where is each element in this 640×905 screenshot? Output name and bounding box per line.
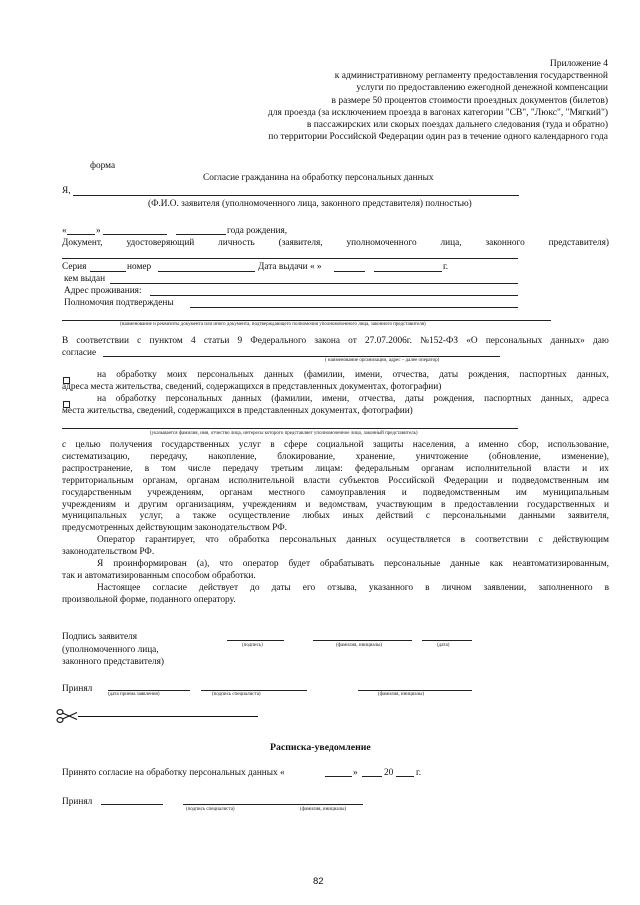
signature-label-line: Подпись заявителя bbox=[62, 632, 138, 642]
receipt-accepted-field[interactable] bbox=[101, 804, 163, 805]
birth-quote-open: « bbox=[62, 226, 67, 236]
option2-word: данных bbox=[231, 394, 262, 404]
receipt-title: Расписка-уведомление bbox=[270, 742, 371, 753]
powers-field[interactable] bbox=[190, 307, 518, 308]
accordance-word: даю bbox=[593, 336, 609, 346]
sign-date-caption: (дата) bbox=[437, 643, 450, 648]
document-word: Документ, bbox=[62, 238, 103, 248]
option1-word: данных, bbox=[576, 370, 609, 380]
option1-word: обработку bbox=[116, 370, 157, 380]
option1-word: имени, bbox=[355, 370, 383, 380]
header-line: услуги по предоставлению ежегодной денежной компенсации bbox=[356, 83, 608, 94]
header-line: к административному регламенту предоставления государственной bbox=[334, 71, 608, 82]
issued-label: кем выдан bbox=[64, 274, 106, 284]
accordance-word: 27.07.2006г. bbox=[364, 336, 412, 346]
option2-word: данных, bbox=[541, 394, 574, 404]
guarantee-line: Оператор гарантирует, что обработка персональных данных осуществляется в соответствии с действующим bbox=[97, 535, 609, 546]
option2-word: на bbox=[97, 394, 107, 404]
powers-field-2[interactable] bbox=[62, 320, 551, 321]
receipt-g: г. bbox=[416, 768, 422, 778]
receipt-sign-field[interactable] bbox=[183, 804, 363, 805]
accepted-surname-field[interactable] bbox=[358, 690, 472, 691]
issue-month-field[interactable] bbox=[374, 271, 442, 272]
purpose-line: государственным учреждениям, органам местного самоуправления и подведомственным им муниципальным bbox=[62, 487, 609, 498]
address-field[interactable] bbox=[150, 295, 518, 296]
validity-line: произвольной форме, поданного оператору. bbox=[62, 594, 236, 605]
validity-line: Настоящее согласие действует до даты его отзыва, указанного в личном заявлении, заполненного в bbox=[97, 582, 609, 593]
option1-line2: адреса места жительства, сведений, содержащихся в представленных документах, фотографии) bbox=[62, 382, 442, 392]
accordance-word: «О bbox=[466, 336, 478, 346]
represented-caption: (указывается фамилия, имя, отчество лица, интересы которого представляет уполномоченное лицо, законный представитель) bbox=[150, 431, 418, 436]
accordance-word: Федерального bbox=[250, 336, 307, 346]
receipt-day-field[interactable] bbox=[325, 776, 352, 777]
surname-field[interactable] bbox=[313, 640, 412, 641]
option2-line2: места жительства, сведений, содержащихся в представленных документах, фотографии) bbox=[62, 406, 413, 416]
consent-label: согласие bbox=[62, 348, 97, 358]
document-word: удостоверяющий bbox=[126, 238, 195, 248]
document-word: представителя) bbox=[548, 238, 609, 248]
accordance-word: 4 bbox=[190, 336, 196, 346]
accordance-word: соответствии bbox=[76, 336, 129, 346]
document-word: лица, bbox=[440, 238, 462, 248]
powers-caption: (наименование и реквизиты документа или иного документа, подтверждающего полномочия уполномоченного лица, законного представителя) bbox=[120, 322, 426, 327]
form-title: Согласие гражданина на обработку персональных данных bbox=[203, 173, 434, 183]
option2-word: (фамилии, bbox=[271, 394, 313, 404]
receipt-text: Принято согласие на обработку персональных данных « bbox=[62, 768, 285, 778]
purpose-line: территориальным органам, органам исполнительной власти субъектов Российской Федерации и подведомственным им bbox=[62, 475, 609, 486]
fio-caption: (Ф.И.О. заявителя (уполномоченного лица, законного представителя) полностью) bbox=[148, 199, 472, 209]
option1-word: отчества, bbox=[392, 370, 429, 380]
receipt-year-field[interactable] bbox=[396, 776, 414, 777]
accepted-sign-caption: (подпись специалиста) bbox=[212, 692, 261, 697]
accordance-line bbox=[62, 335, 609, 347]
accordance-word: статьи bbox=[203, 336, 230, 346]
accordance-word: закона bbox=[314, 336, 340, 346]
sign-date-field[interactable] bbox=[422, 640, 472, 641]
address-label: Адрес проживания: bbox=[64, 286, 142, 296]
option2-word: адреса bbox=[582, 394, 609, 404]
signature-label-line: (уполномоченного лица, bbox=[62, 644, 159, 655]
appendix-header bbox=[268, 58, 608, 143]
option1-word: даты bbox=[439, 370, 459, 380]
document-word: (заявителя, bbox=[278, 238, 323, 248]
issue-date-label: Дата выдачи « » bbox=[258, 262, 322, 272]
option1-word: на bbox=[97, 370, 107, 380]
issue-date-field[interactable] bbox=[334, 271, 365, 272]
accordance-word: персональных bbox=[485, 336, 543, 346]
document-line bbox=[62, 237, 609, 249]
accordance-word: с bbox=[137, 336, 142, 346]
accepted-surname-caption: (фамилия, инициалы) bbox=[378, 692, 425, 697]
option2-word: отчества, bbox=[358, 394, 396, 404]
header-line: в пассажирских или скорых поездах дальнего следования (туда и обратно) bbox=[306, 120, 608, 131]
purpose-line: с целью получения государственных услуг в сфере социальной защиты населения, а именно сбор, использование, bbox=[62, 440, 609, 450]
accordance-word: данных» bbox=[550, 336, 585, 346]
accepted-date-field[interactable] bbox=[108, 690, 190, 691]
receipt-accepted-label: Принял bbox=[62, 797, 93, 807]
seria-label: Серия bbox=[62, 262, 87, 272]
guarantee-line: законодательством РФ. bbox=[62, 547, 155, 558]
option1-word: данных bbox=[263, 370, 294, 380]
header-line: для проезда (за исключением проезда в вагонах категории "СВ", "Люкс", "Мягкий") bbox=[267, 107, 608, 118]
purpose-line: предусмотренных действующим законодательством РФ. bbox=[62, 523, 287, 534]
accordance-word: пунктом bbox=[149, 336, 183, 346]
purpose-paragraph bbox=[62, 440, 609, 607]
informed-line: так и автоматизированным способом обработки. bbox=[62, 570, 256, 581]
document-word: законного bbox=[485, 238, 525, 248]
surname-caption: (фамилия, инициалы) bbox=[336, 643, 383, 648]
accepted-date-caption: (дата приема заявления) bbox=[108, 692, 160, 697]
option2-line bbox=[97, 393, 609, 405]
page-number: 82 bbox=[313, 876, 324, 887]
option2-word: имени, bbox=[321, 394, 350, 404]
signature-label bbox=[62, 631, 164, 669]
nomer-field[interactable] bbox=[158, 271, 255, 272]
accordance-word: №152-ФЗ bbox=[420, 336, 459, 346]
option1-word: рождения, bbox=[468, 370, 510, 380]
option1-word: персональных bbox=[197, 370, 254, 380]
option2-word: даты bbox=[405, 394, 424, 404]
header-line: в размере 50 процентов стоимости проездных документов (билетов) bbox=[331, 95, 608, 106]
header-line: по территории Российской Федерации один раз в течение одного календарного года bbox=[268, 132, 608, 143]
informed-line: Я проинформирован (а), что оператор будет обрабатывать персональные данные как неавтоматизированным, bbox=[97, 559, 609, 570]
document-word: уполномоченного bbox=[346, 238, 417, 248]
issue-year-label: г. bbox=[443, 262, 449, 272]
signature-label-line: законного представителя) bbox=[62, 657, 164, 667]
receipt-quote-close: » bbox=[353, 768, 358, 778]
purpose-line: муниципальных услуг, а также осуществление любых иных действий с персональными данными заявителя, bbox=[62, 511, 609, 522]
scissors-icon bbox=[57, 710, 77, 723]
receipt-month-field[interactable] bbox=[362, 776, 382, 777]
signature-field[interactable] bbox=[227, 640, 284, 641]
ya-label: Я, bbox=[62, 186, 71, 196]
accepted-sign-field[interactable] bbox=[201, 690, 307, 691]
nomer-label: номер bbox=[127, 262, 152, 272]
option1-word: паспортных bbox=[519, 370, 567, 380]
accordance-word: 9 bbox=[237, 336, 243, 346]
purpose-line: распространение, в том числе передачу третьим лицам: федеральным органам исполнительной власти и их bbox=[62, 463, 609, 474]
option1-word: (фамилии, bbox=[303, 370, 345, 380]
operator-field[interactable] bbox=[103, 356, 500, 357]
receipt-surname-caption: (фамилия, инициалы) bbox=[300, 807, 347, 812]
birth-quote-close: » bbox=[96, 226, 101, 236]
fio-field[interactable] bbox=[73, 195, 519, 196]
option1-line bbox=[97, 369, 609, 381]
signature-caption: (подпись) bbox=[242, 643, 263, 648]
seria-field[interactable] bbox=[90, 271, 126, 272]
birth-label: года рождения, bbox=[227, 226, 288, 236]
header-line: Приложение 4 bbox=[549, 59, 608, 69]
option2-word: персональных bbox=[165, 394, 223, 404]
option2-word: рождения, bbox=[433, 394, 475, 404]
document-field[interactable] bbox=[62, 258, 518, 259]
receipt-sign-caption: (подпись специалиста) bbox=[186, 807, 235, 812]
document-word: личность bbox=[218, 238, 255, 248]
accepted-label: Принял bbox=[62, 684, 93, 694]
receipt-year: 20 bbox=[384, 768, 394, 778]
form-label: форма bbox=[90, 161, 116, 171]
option1-word: моих bbox=[166, 370, 188, 380]
birth-month-field[interactable] bbox=[103, 234, 167, 235]
issued-field[interactable] bbox=[110, 283, 518, 284]
operator-caption: ( наименование организации, адрес – далее оператор) bbox=[325, 358, 440, 363]
birth-year-field[interactable] bbox=[176, 234, 226, 235]
scissors-cut-line bbox=[56, 708, 262, 724]
purpose-line: систематизацию, передачу, накопление, блокирование, хранение, уничтожение (обновление, изменение), bbox=[62, 451, 609, 462]
option2-word: паспортных bbox=[484, 394, 532, 404]
accordance-word: от bbox=[348, 336, 357, 346]
powers-label: Полномочия подтверждены bbox=[64, 298, 174, 308]
birth-day-field[interactable] bbox=[67, 234, 95, 235]
purpose-line: учреждениям и другим организациям, учреждениям и ведомствам, участвующим в предоставлении государственных и bbox=[62, 499, 609, 510]
represented-person-field[interactable] bbox=[62, 428, 518, 429]
accordance-word: В bbox=[62, 336, 69, 346]
option2-word: обработку bbox=[115, 394, 157, 404]
